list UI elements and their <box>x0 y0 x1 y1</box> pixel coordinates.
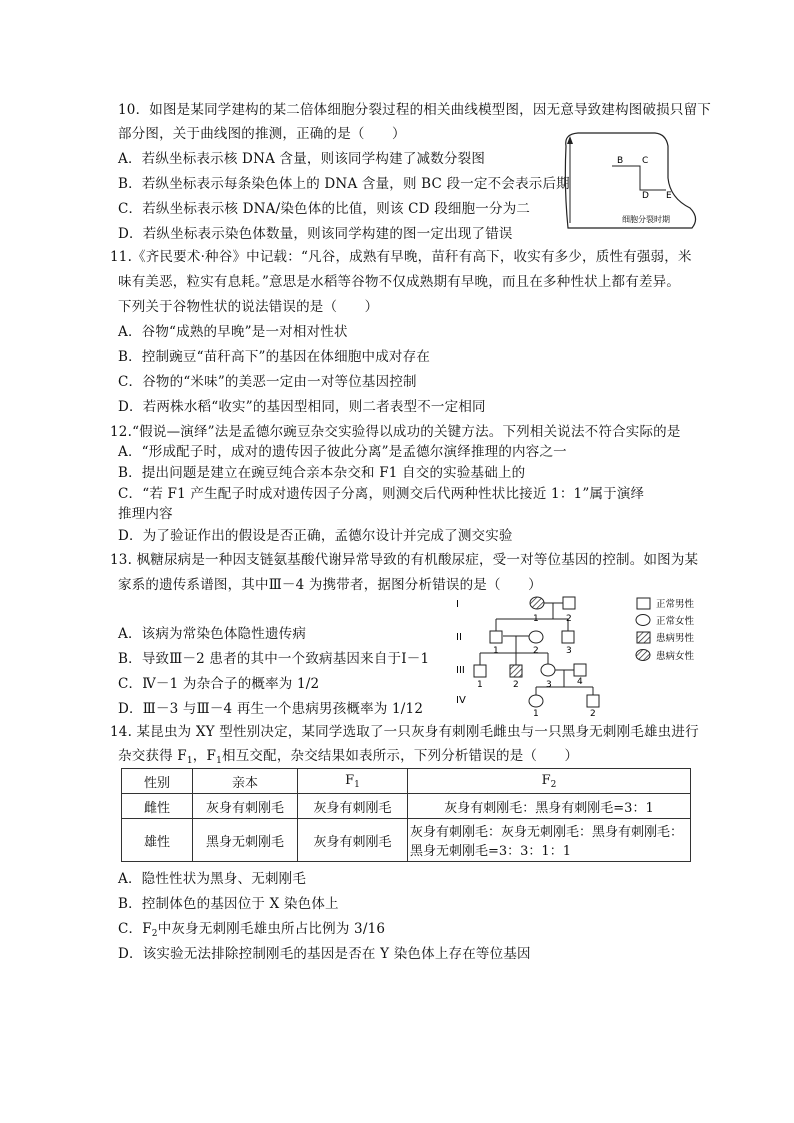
legend-affected-male-symbol <box>637 632 650 643</box>
num-iv2: 2 <box>590 709 596 718</box>
q11-stem-line1: 11.《齐民要术·种谷》中记载：“凡谷，成熟有早晚，苗秆有高下，收实有多少，质性有强弱，米 <box>110 249 692 265</box>
q13-option-a: A．该病为常染色体隐性遗传病 <box>118 626 307 642</box>
col-header-parent: 亲本 <box>193 769 298 794</box>
q10-option-c: C．若纵坐标表示核 DNA/染色体的比值，则该 CD 段细胞一分为二 <box>118 201 531 217</box>
iv2-normal-male <box>587 695 599 707</box>
legend-normal-male-symbol <box>637 598 650 609</box>
gen-label-iii: III <box>456 665 465 676</box>
i2-normal-male <box>563 597 575 609</box>
q12-option-c-line1: C．“若 F1 产生配子时成对遗传因子分离，则测交后代两种性状比接近 1：1”属于演绎 <box>118 486 645 502</box>
q10-label-b: B <box>617 156 624 166</box>
legend-affected-female-symbol <box>636 650 650 661</box>
q14-option-a: A．隐性性状为黑身、无刺刚毛 <box>118 871 307 887</box>
num-iii1: 1 <box>477 680 483 690</box>
q14-stem-line1: 14. 某昆虫为 XY 型性别决定，某同学选取了一只灰身有刺刚毛雌虫与一只黑身无刺刚毛雄虫进行 <box>110 724 699 740</box>
table-row <box>122 769 691 794</box>
q13-stem-line1: 13. 枫糖尿病是一种因支链氨基酸代谢异常导致的有机酸尿症，受一对等位基因的控制。如图为某 <box>110 552 699 568</box>
legend-affected-male: 患病男性 <box>656 633 695 644</box>
q11-option-d: D．若两株水稻“收实”的基因型相同，则二者表型不一定相同 <box>118 399 486 415</box>
q13-option-c: C．Ⅳ－1 为杂合子的概率为 1/2 <box>118 676 320 692</box>
q10-option-b: B．若纵坐标表示每条染色体上的 DNA 含量，则 BC 段一定不会表示后期 <box>118 176 570 192</box>
q10-stem-line2: 部分图，关于曲线图的推测，正确的是（ ） <box>118 126 406 142</box>
cell-parent-male: 黑身无刺刚毛 <box>193 819 298 862</box>
q14-option-d: D．该实验无法排除控制刚毛的基因是否在 Y 染色体上存在等位基因 <box>118 946 531 962</box>
table-row <box>122 819 691 862</box>
gen-label-ii: II <box>456 632 462 643</box>
col-header-f1: $F_1$ <box>298 769 408 794</box>
q10-label-d: D <box>642 191 649 201</box>
num-ii1: 1 <box>493 646 499 656</box>
cell-sex-female: 雌性 <box>122 794 193 819</box>
cell-sex-male: 雄性 <box>122 819 193 862</box>
q12-option-d: D．为了验证作出的假设是否正确，孟德尔设计并完成了测交实验 <box>118 528 513 544</box>
col-header-f2: $F_2$ <box>408 769 691 794</box>
q13-option-d: D．Ⅲ－3 与Ⅲ－4 再生一个患病男孩概率为 1/12 <box>118 701 424 717</box>
gen-label-i: I <box>456 599 459 610</box>
q12-option-a: A．“形成配子时，成对的遗传因子彼此分离”是孟德尔演绎推理的内容之一 <box>118 444 567 460</box>
q11-stem-line3: 下列关于谷物性状的说法错误的是（ ） <box>118 299 379 315</box>
iii4-normal-male <box>574 664 586 676</box>
q10-x-axis-label: 细胞分裂时期 <box>622 215 670 224</box>
num-iv1: 1 <box>533 709 539 718</box>
q10-option-d: D．若纵坐标表示染色体数量，则该同学构建的图一定出现了错误 <box>118 226 513 242</box>
q11-stem-line2: 味有美恶，粒实有息耗。”意思是水稻等谷物不仅成熟期有早晚，而且在多种性状上都有差异。 <box>118 274 681 290</box>
q10-curve-figure <box>560 128 700 230</box>
num-i2: 2 <box>566 614 572 624</box>
num-iii3: 3 <box>546 680 552 690</box>
num-iii4: 4 <box>577 677 583 687</box>
q11-option-a: A．谷物“成熟的早晚”是一对相对性状 <box>118 324 348 340</box>
q12-option-b: B．提出问题是建立在豌豆纯合亲本杂交和 F1 自交的实验基础上的 <box>118 465 526 481</box>
q14-option-b: B．控制体色的基因位于 X 染色体上 <box>118 896 339 912</box>
q12-option-c-line2: 推理内容 <box>118 506 173 522</box>
iii2-affected-male <box>510 665 522 677</box>
q11-option-b: B．控制豌豆“苗秆高下”的基因在体细胞中成对存在 <box>118 349 431 365</box>
num-iii2: 2 <box>513 680 519 690</box>
q14-results-table <box>121 768 691 862</box>
gen-label-iv: IV <box>456 695 466 706</box>
num-ii2: 2 <box>533 646 539 656</box>
pedigree-chart <box>450 593 712 718</box>
num-i1: 1 <box>533 614 539 624</box>
q13-stem-line2: 家系的遗传系谱图，其中Ⅲ－4 为携带者，据图分析错误的是（ ） <box>118 577 542 593</box>
iii1-normal-male <box>474 665 486 677</box>
legend-normal-female-symbol <box>636 615 650 626</box>
q10-stem-line1: 10．如图是某同学建构的某二倍体细胞分裂过程的相关曲线模型图，因无意导致建构图破损只留下 <box>118 102 711 118</box>
i1-affected-female <box>530 597 544 609</box>
cell-f1-male: 灰身有刺刚毛 <box>298 819 408 862</box>
q12-stem: 12.“假说—演绎”法是孟德尔豌豆杂交实验得以成功的关键方法。下列相关说法不符合实际的是 <box>110 424 681 440</box>
cell-f2-female: 灰身有刺刚毛：黑身有刺刚毛=3：1 <box>408 794 691 819</box>
iii3-normal-female <box>541 664 555 676</box>
col-header-sex: 性别 <box>122 769 193 794</box>
ii2-normal-female <box>529 631 543 643</box>
cell-parent-female: 灰身有刺刚毛 <box>193 794 298 819</box>
ii3-normal-male <box>562 631 574 643</box>
legend-normal-female: 正常女性 <box>656 616 695 627</box>
q10-option-a: A．若纵坐标表示核 DNA 含量，则该同学构建了减数分裂图 <box>118 151 486 167</box>
iv1-normal-female <box>529 695 543 707</box>
cell-f2-male: 灰身有刺刚毛：灰身无刺刚毛：黑身有刺刚毛： 黑身无刺刚毛=3：3：1：1 <box>408 819 691 862</box>
ii1-normal-male <box>490 631 502 643</box>
q14-option-c: C．$F_2$中灰身无刺刚毛雄虫所占比例为 3/16 <box>118 921 386 939</box>
q13-option-b: B．导致Ⅲ－2 患者的其中一个致病基因来自于Ⅰ－1 <box>118 651 430 667</box>
num-ii3: 3 <box>566 646 572 656</box>
q14-stem-line2: 杂交获得 $F_1$，$F_1$相互交配，杂交结果如表所示，下列分析错误的是（ ） <box>118 748 579 766</box>
q10-label-e: E <box>666 191 672 201</box>
q11-option-c: C．谷物的“米味”的美恶一定由一对等位基因控制 <box>118 374 417 390</box>
q10-label-c: C <box>642 156 649 166</box>
table-row <box>122 794 691 819</box>
cell-f1-female: 灰身有刺刚毛 <box>298 794 408 819</box>
legend-normal-male: 正常男性 <box>656 599 695 610</box>
legend-affected-female: 患病女性 <box>656 651 695 662</box>
